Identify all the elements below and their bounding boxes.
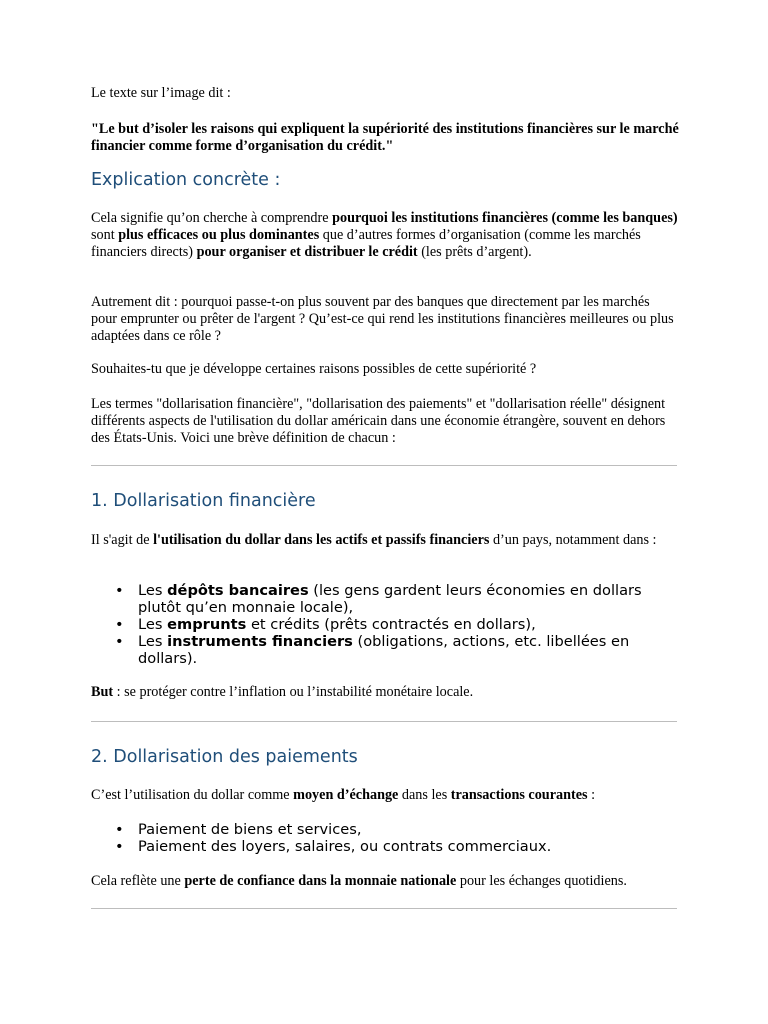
text-run: Les — [138, 616, 168, 633]
bold-run: emprunts — [167, 616, 247, 633]
text-run: (les gens gardent leurs économies en dollars plutôt qu’en monnaie locale), — [138, 582, 642, 616]
bold-run: instruments financiers — [167, 633, 353, 650]
bold-run: pourquoi les institutions financières (comme les banques) — [332, 210, 678, 226]
list-item — [91, 582, 679, 616]
list-item — [91, 633, 679, 667]
text-run: : — [587, 787, 596, 803]
divider — [91, 721, 677, 722]
bold-run: moyen d’échange — [293, 787, 399, 803]
but-label: But — [91, 684, 114, 700]
intro-text: Le texte sur l’image dit : — [91, 85, 231, 101]
bold-run: pour organiser et distribuer le crédit — [196, 244, 418, 260]
text-run: d’un pays, notamment dans : — [489, 532, 657, 548]
section-1-but — [91, 684, 473, 701]
heading-explication: Explication concrète : — [91, 170, 281, 190]
quote-text: "Le but d’isoler les raisons qui expliquent la supériorité des institutions financières sur le marché financier comme forme d’organisation du crédit." — [91, 121, 679, 154]
list-item — [91, 616, 679, 633]
text-run: sont — [91, 227, 119, 243]
text-run: que d’autres formes d’organisation (comme les marchés financiers directs) — [91, 227, 641, 260]
divider — [91, 908, 677, 909]
list-item: • Paiement des loyers, salaires, ou contrats commerciaux. — [91, 838, 679, 855]
text-run: et crédits (prêts contractés en dollars), — [246, 616, 536, 633]
text-run: (les prêts d’argent). — [417, 244, 532, 260]
text-run: dans les — [398, 787, 451, 803]
text-run: Cela signifie qu’on cherche à comprendre — [91, 210, 333, 226]
bold-run: perte de confiance dans la monnaie nationale — [184, 873, 457, 889]
text-run: Les — [138, 582, 168, 599]
heading-section-2: 2. Dollarisation des paiements — [91, 747, 358, 767]
divider — [91, 465, 677, 466]
text-run: C’est l’utilisation du dollar comme — [91, 787, 294, 803]
section-2-closing — [91, 873, 627, 890]
paragraph-autrement-dit: Autrement dit : pourquoi passe-t-on plus souvent par des banques que directement par les marchés pour emprunter ou prêter de l'argent ? Qu’est-ce qui rend les institutions financières meilleures ou plus adaptées dans ce rôle ? — [91, 294, 674, 344]
section-2-intro — [91, 787, 595, 804]
bold-run: plus efficaces ou plus dominantes — [118, 227, 320, 243]
section-2-list — [91, 821, 679, 855]
paragraph-explication — [91, 210, 679, 261]
text-run: pour les échanges quotidiens. — [456, 873, 627, 889]
but-text: : se protéger contre l’inflation ou l’instabilité monétaire locale. — [113, 684, 474, 700]
text-run: Cela reflète une — [91, 873, 185, 889]
section-1-intro — [91, 532, 656, 549]
bold-run: dépôts bancaires — [167, 582, 309, 599]
paragraph-question: Souhaites-tu que je développe certaines raisons possibles de cette supériorité ? — [91, 361, 537, 377]
list-item: • Paiement de biens et services, — [91, 821, 679, 838]
text-run: Il s'agit de — [91, 532, 154, 548]
heading-section-1: 1. Dollarisation financière — [91, 491, 316, 511]
text-run: Les — [138, 633, 168, 650]
section-1-list — [91, 582, 679, 667]
paragraph-termes: Les termes "dollarisation financière", "dollarisation des paiements" et "dollarisation réelle" désignent différents aspects de l'utilisation du dollar américain dans une économie étrangère, souvent en dehors des États-Unis. Voici une brève définition de chacun : — [91, 396, 666, 446]
text-run: (obligations, actions, etc. libellées en dollars). — [138, 633, 630, 667]
bold-run: l'utilisation du dollar dans les actifs et passifs financiers — [153, 532, 490, 548]
bold-run: transactions courantes — [450, 787, 588, 803]
